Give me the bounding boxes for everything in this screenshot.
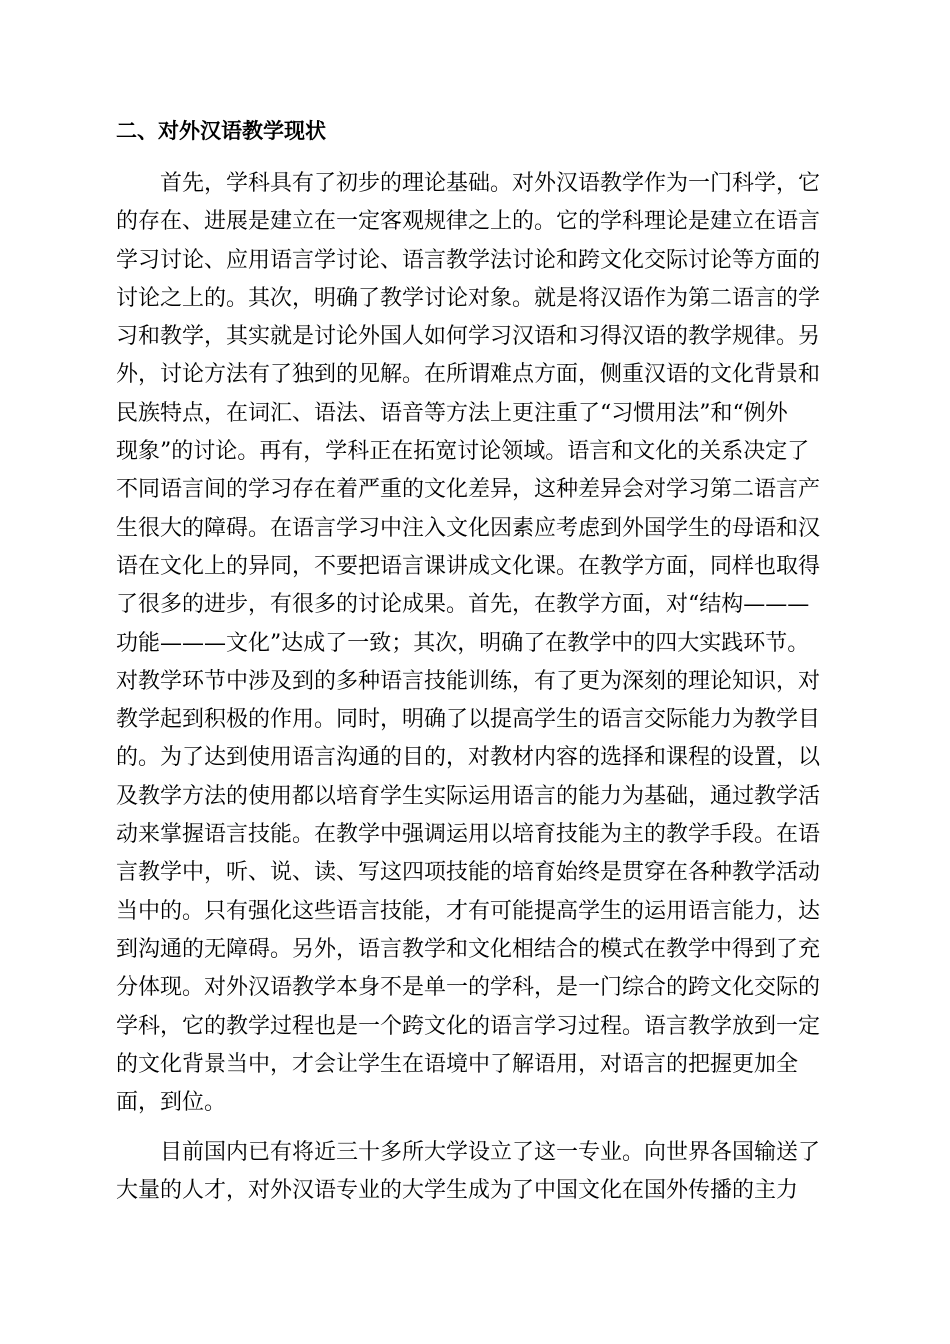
paragraph-line: 现象”的讨论。再有，学科正在拓宽讨论领域。语言和文化的关系决定了 (116, 439, 810, 465)
paragraph-line: 的文化背景当中，才会让学生在语境中了解语用，对语言的把握更加全 (116, 1051, 799, 1077)
paragraph-line: 不同语言间的学习存在着严重的文化差异，这种差异会对学习第二语言产 (116, 477, 821, 503)
paragraph-line: 的存在、进展是建立在一定客观规律之上的。它的学科理论是建立在语言 (116, 209, 821, 235)
section-heading: 二、对外汉语教学现状 (116, 119, 326, 143)
paragraph-line: 语在文化上的异同，不要把语言课讲成文化课。在教学方面，同样也取得 (116, 553, 821, 579)
paragraph-line: 目前国内已有将近三十多所大学设立了这一专业。向世界各国输送了 (160, 1140, 821, 1165)
paragraph-line: 到沟通的无障碍。另外，语言教学和文化相结合的模式在教学中得到了充 (116, 936, 821, 962)
paragraph-line: 面，到位。 (116, 1090, 227, 1116)
paragraph-line: 分体现。对外汉语教学本身不是单一的学科，是一门综合的跨文化交际的 (116, 975, 821, 1001)
paragraph-line: 教学起到积极的作用。同时，明确了以提高学生的语言交际能力为教学目 (116, 707, 821, 733)
paragraph-line: 大量的人才，对外汉语专业的大学生成为了中国文化在国外传播的主力 (116, 1178, 799, 1204)
paragraph-line: 生很大的障碍。在语言学习中注入文化因素应考虑到外国学生的母语和汉 (116, 515, 821, 541)
paragraph-line: 外，讨论方法有了独到的见解。在所谓难点方面，侧重汉语的文化背景和 (116, 362, 821, 388)
paragraph-line: 功能———文化”达成了一致；其次，明确了在教学中的四大实践环节。 (116, 630, 810, 656)
paragraph-line: 学科，它的教学过程也是一个跨文化的语言学习过程。语言教学放到一定 (116, 1013, 821, 1039)
paragraph-line: 对教学环节中涉及到的多种语言技能训练，有了更为深刻的理论知识，对 (116, 668, 821, 694)
paragraph-line: 的。为了达到使用语言沟通的目的，对教材内容的选择和课程的设置，以 (116, 745, 821, 771)
paragraph-line: 习和教学，其实就是讨论外国人如何学习汉语和习得汉语的教学规律。另 (116, 324, 821, 350)
paragraph-line: 学习讨论、应用语言学讨论、语言教学法讨论和跨文化交际讨论等方面的 (116, 247, 821, 273)
paragraph-line: 民族特点，在词汇、语法、语音等方法上更注重了“习惯用法”和“例外 (116, 400, 788, 426)
paragraph-line: 言教学中，听、说、读、写这四项技能的培育始终是贯穿在各种教学活动 (116, 860, 821, 886)
body-paragraph (116, 165, 846, 1122)
paragraph-line: 当中的。只有强化这些语言技能，才有可能提高学生的运用语言能力，达 (116, 898, 821, 924)
paragraph-line: 了很多的进步，有很多的讨论成果。首先，在教学方面，对“结构——— (116, 592, 810, 618)
paragraph-line: 首先，学科具有了初步的理论基础。对外汉语教学作为一门科学，它 (160, 171, 821, 196)
body-paragraph (116, 1134, 846, 1211)
paragraph-line: 讨论之上的。其次，明确了教学讨论对象。就是将汉语作为第二语言的学 (116, 285, 821, 311)
paragraph-line: 及教学方法的使用都以培育学生实际运用语言的能力为基础，通过教学活 (116, 783, 821, 809)
paragraph-line: 动来掌握语言技能。在教学中强调运用以培育技能为主的教学手段。在语 (116, 822, 821, 848)
